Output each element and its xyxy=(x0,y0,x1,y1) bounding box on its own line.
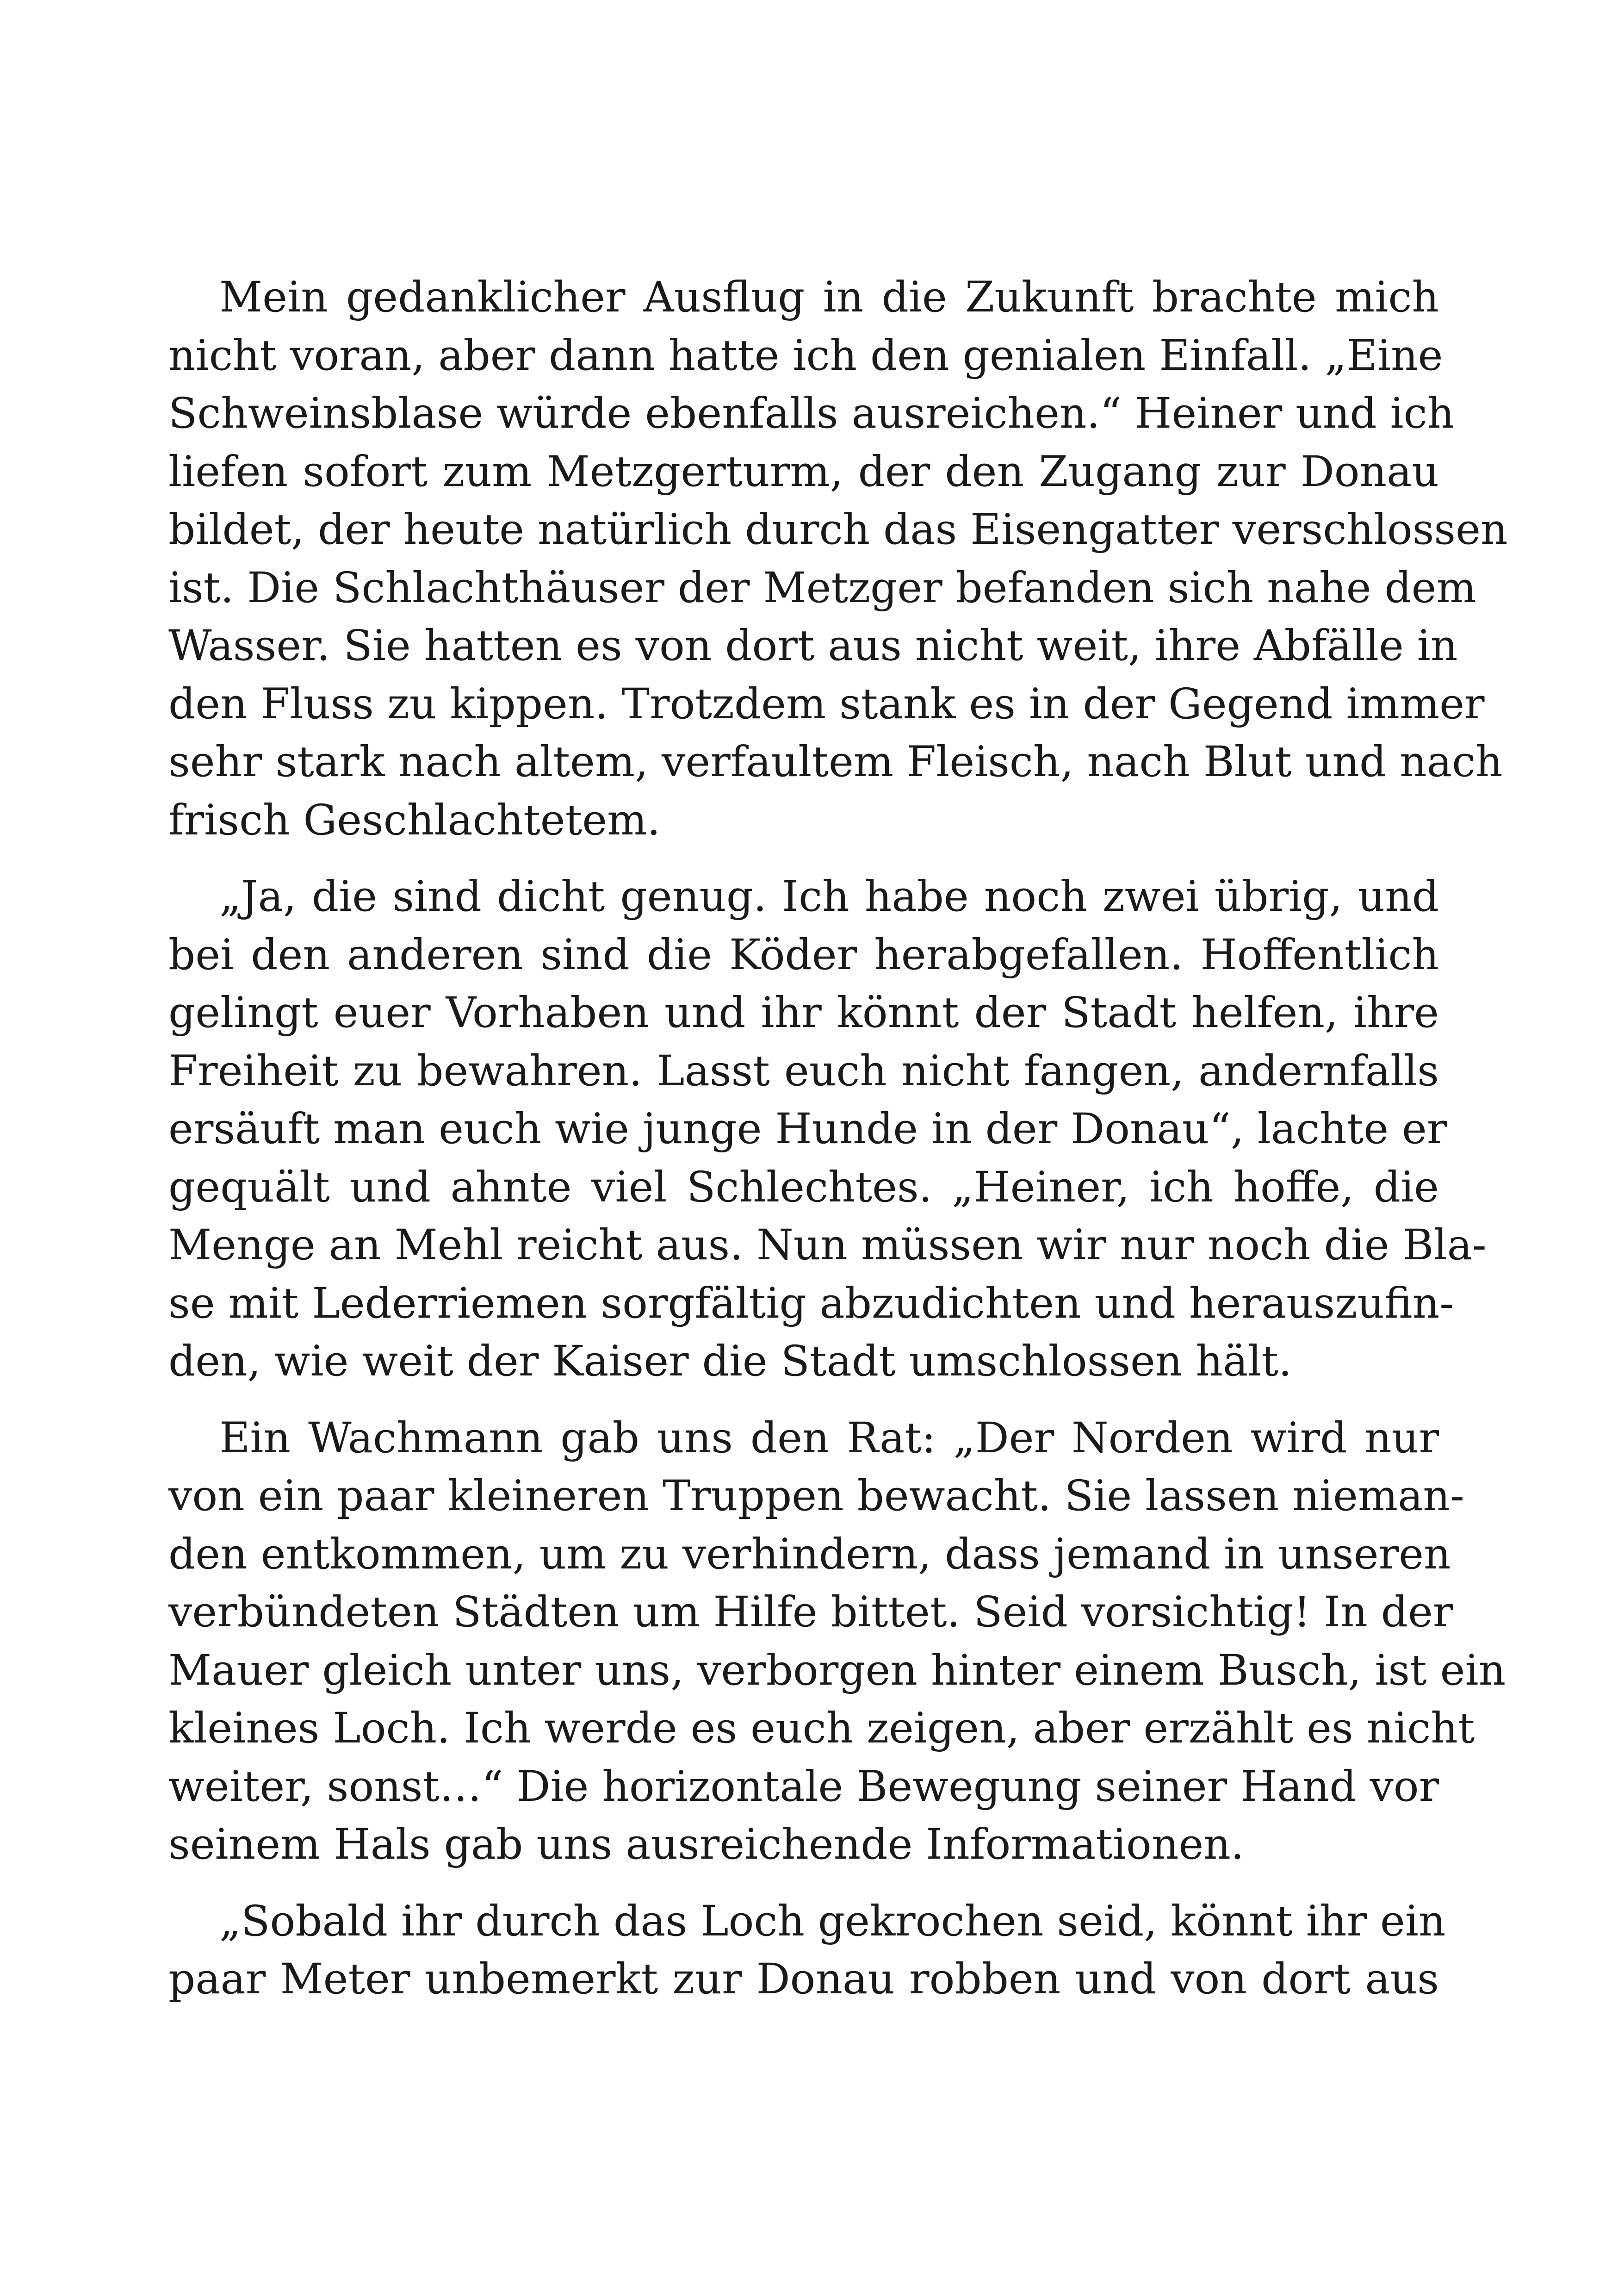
text-line: Ein Wachmann gab uns den Rat: „Der Norden wird nur xyxy=(219,1413,1439,1462)
page-body xyxy=(168,268,1508,2027)
text-line: Mauer gleich unter uns, verborgen hinter einem Busch, ist ein xyxy=(168,1646,1506,1695)
text-line: von ein paar kleineren Truppen bewacht. Sie lassen nieman- xyxy=(168,1472,1464,1520)
text-line: Wasser. Sie hatten es von dort aus nicht weit, ihre Abfälle in xyxy=(168,622,1458,670)
paragraph-4 xyxy=(168,1892,1446,2009)
text-line: weiter, sonst…“ Die horizontale Bewegung seiner Hand vor xyxy=(168,1762,1439,1811)
text-line: bei den anderen sind die Köder herabgefallen. Hoffentlich xyxy=(168,930,1439,979)
text-line: Menge an Mehl reicht aus. Nun müssen wir nur noch die Bla- xyxy=(168,1221,1487,1269)
text-line: gequält und ahnte viel Schlechtes. „Heiner, ich hoffe, die xyxy=(168,1163,1439,1212)
text-line: Mein gedanklicher Ausflug in die Zukunft brachte mich xyxy=(219,273,1439,322)
text-line: „Sobald ihr durch das Loch gekrochen seid, könnt ihr ein xyxy=(219,1897,1446,1946)
text-line: seinem Hals gab uns ausreichende Informationen. xyxy=(168,1820,1244,1869)
text-line: sehr stark nach altem, verfaultem Fleisch, nach Blut und nach xyxy=(168,738,1503,786)
text-line: den entkommen, um zu verhindern, dass jemand in unseren xyxy=(168,1530,1451,1579)
text-line: nicht voran, aber dann hatte ich den genialen Einfall. „Eine xyxy=(168,331,1443,380)
text-line: Freiheit zu bewahren. Lasst euch nicht fangen, andernfalls xyxy=(168,1046,1439,1095)
text-line: den, wie weit der Kaiser die Stadt umschlossen hält. xyxy=(168,1337,1292,1386)
text-line: gelingt euer Vorhaben und ihr könnt der Stadt helfen, ihre xyxy=(168,989,1439,1037)
text-line: ist. Die Schlachthäuser der Metzger befanden sich nahe dem xyxy=(168,563,1476,612)
text-line: frisch Geschlachtetem. xyxy=(168,796,661,845)
text-line: bildet, der heute natürlich durch das Eisengatter verschlossen xyxy=(168,505,1508,554)
text-line: paar Meter unbemerkt zur Donau robben und von dort aus xyxy=(168,1955,1439,2004)
text-line: den Fluss zu kippen. Trotzdem stank es in der Gegend immer xyxy=(168,679,1485,728)
paragraph-2 xyxy=(168,868,1487,1391)
text-line: verbündeten Städten um Hilfe bittet. Seid vorsichtig! In der xyxy=(168,1588,1453,1636)
text-line: ersäuft man euch wie junge Hunde in der Donau“, lachte er xyxy=(168,1105,1447,1153)
text-line: Schweinsblase würde ebenfalls ausreichen.“ Heiner und ich xyxy=(168,389,1455,438)
paragraph-3 xyxy=(168,1409,1506,1874)
text-line: kleines Loch. Ich werde es euch zeigen, aber erzählt es nicht xyxy=(168,1704,1475,1753)
text-line: liefen sofort zum Metzgerturm, der den Zugang zur Donau xyxy=(168,447,1439,496)
paragraph-1 xyxy=(168,268,1508,849)
text-line: se mit Lederriemen sorgfältig abzudichten und herauszufin- xyxy=(168,1279,1454,1328)
text-line: „Ja, die sind dicht genug. Ich habe noch zwei übrig, und xyxy=(219,872,1439,921)
